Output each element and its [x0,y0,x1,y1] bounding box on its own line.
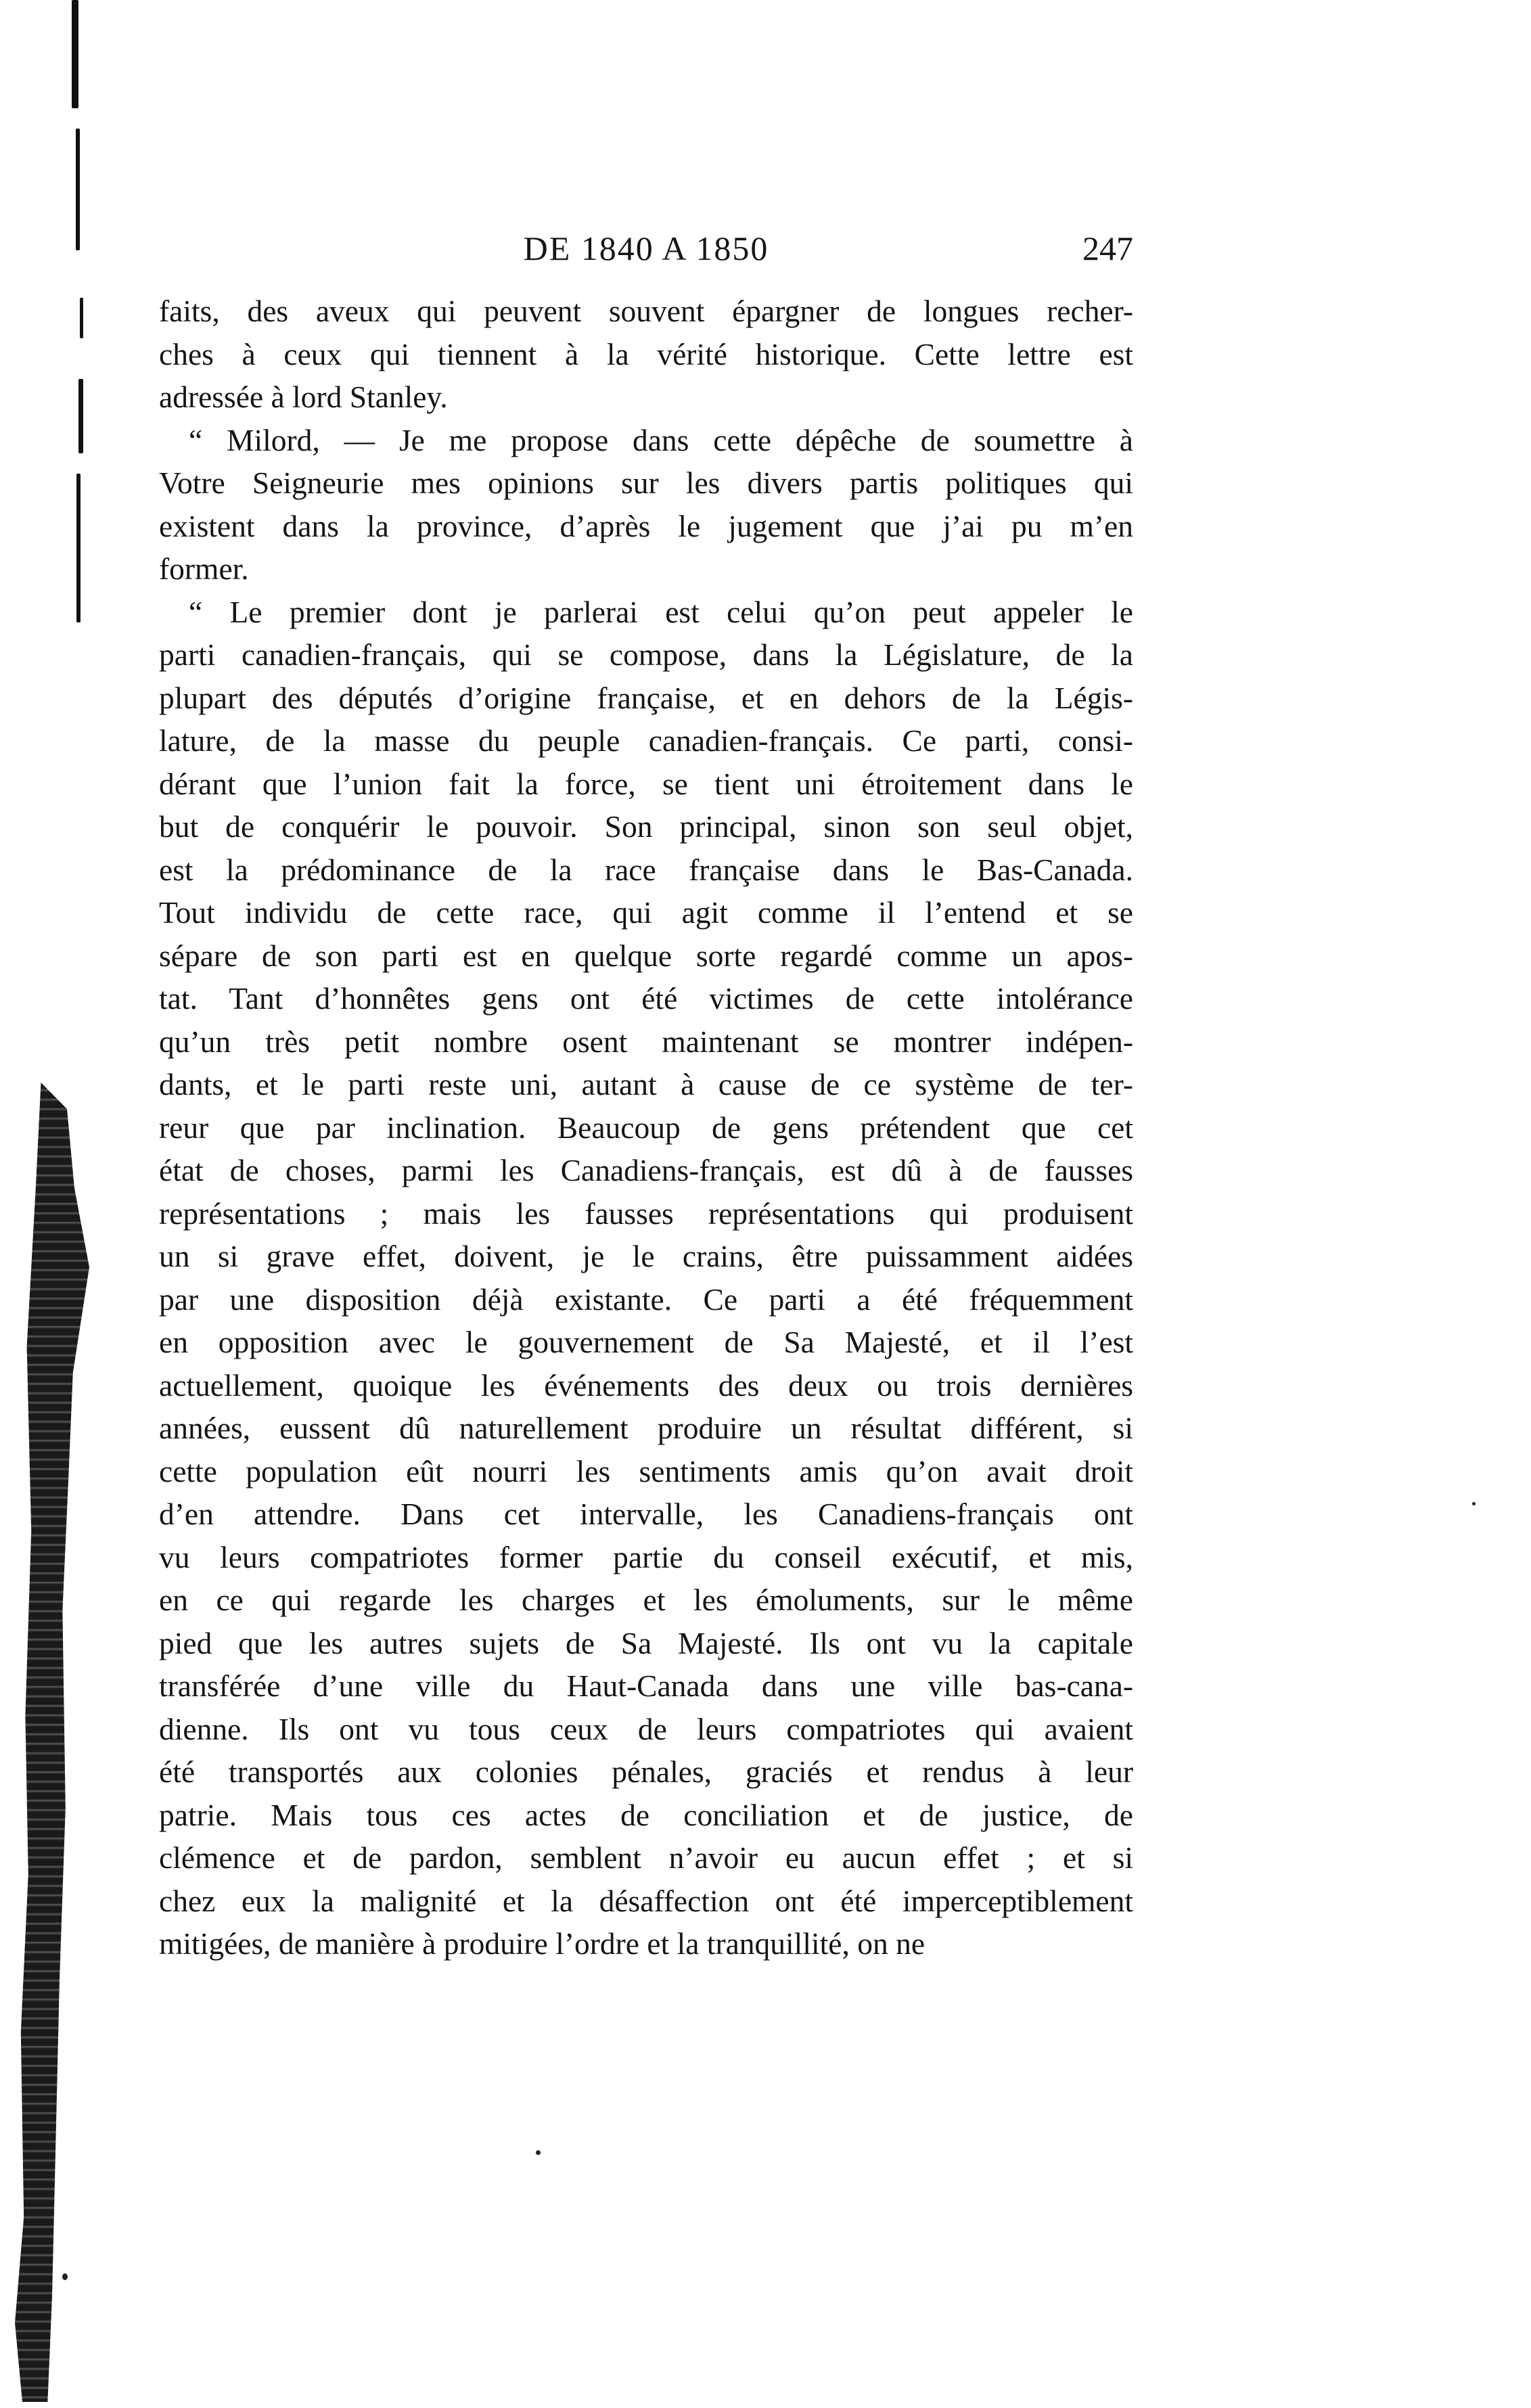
scan-speck [1472,1502,1476,1505]
paragraph [159,591,1133,1966]
text-line: cette population eût nourri les sentiments amis qu’on avait droit [159,1453,1133,1489]
text-line: adressée à lord Stanley. [159,380,448,414]
text-line: parti canadien-français, qui se compose, dans la Législature, de la [159,637,1133,672]
text-line: “ Le premier dont je parlerai est celui qu’on peut appeler le [189,594,1133,629]
text-line: sépare de son parti est en quelque sorte regardé comme un apos- [159,938,1133,973]
text-line: clémence et de pardon, semblent n’avoir eu aucun effet ; et si [159,1840,1133,1875]
text-line: été transportés aux colonies pénales, graciés et rendus à leur [159,1754,1133,1789]
text-line: but de conquérir le pouvoir. Son principal, sinon son seul objet, [159,809,1133,844]
scan-speck [536,2150,541,2155]
binding-edge-mark [78,379,83,453]
text-line: “ Milord, — Je me propose dans cette dépêche de soumettre à [189,422,1133,457]
text-line: tat. Tant d’honnêtes gens ont été victimes de cette intolérance [159,981,1133,1016]
text-line: faits, des aveux qui peuvent souvent épargner de longues recher- [159,294,1133,328]
text-line: qu’un très petit nombre osent maintenant se montrer indépen- [159,1024,1133,1059]
text-line: lature, de la masse du peuple canadien-français. Ce parti, consi- [159,723,1133,758]
paragraph [159,290,1133,419]
text-line: est la prédominance de la race française dans le Bas-Canada. [159,852,1133,887]
text-line: transférée d’une ville du Haut-Canada dans une ville bas-cana- [159,1668,1133,1703]
text-line: années, eussent dû naturellement produire un résultat différent, si [159,1411,1133,1445]
text-line: patrie. Mais tous ces actes de conciliation et de justice, de [159,1797,1133,1832]
text-line: pied que les autres sujets de Sa Majesté. Ils ont vu la capitale [159,1625,1133,1660]
text-line: en ce qui regarde les charges et les émoluments, sur le même [159,1583,1133,1617]
binding-edge-mark [72,0,78,108]
body-text [159,290,1133,1966]
text-line: mitigées, de manière à produire l’ordre et la tranquillité, on ne [159,1926,926,1961]
binding-edge-mark [76,129,80,250]
text-line: par une disposition déjà existante. Ce parti a été fréquemment [159,1281,1133,1317]
text-line: en opposition avec le gouvernement de Sa Majesté, et il l’est [159,1325,1133,1359]
binding-edge-mark [80,298,83,338]
page-number: 247 [1082,229,1133,267]
text-line: former. [159,551,249,586]
text-line: Tout individu de cette race, qui agit comme il l’entend et se [159,895,1133,930]
paragraph [159,419,1133,591]
text-line: Votre Seigneurie mes opinions sur les divers partis politiques qui [159,465,1133,500]
text-line: reur que par inclination. Beaucoup de gens prétendent que cet [159,1110,1133,1145]
text-line: vu leurs compatriotes former partie du conseil exécutif, et mis, [159,1539,1133,1574]
binding-edge-shadow [15,1083,89,2402]
text-line: dérant que l’union fait la force, se tient uni étroitement dans le [159,766,1133,801]
text-line: d’en attendre. Dans cet intervalle, les Canadiens-français ont [159,1497,1133,1531]
text-line: plupart des députés d’origine française, et en dehors de la Légis- [159,680,1133,715]
text-line: état de choses, parmi les Canadiens-français, est dû à de fausses [159,1153,1133,1187]
text-line: chez eux la malignité et la désaffection ont été imperceptiblement [159,1883,1133,1918]
text-line: dienne. Ils ont vu tous ceux de leurs compatriotes qui avaient [159,1711,1133,1746]
text-line: un si grave effet, doivent, je le crains, être puissamment aidées [159,1239,1133,1273]
text-line: actuellement, quoique les événements des deux ou trois dernières [159,1367,1133,1403]
binding-edge-mark [76,474,81,622]
text-line: ches à ceux qui tiennent à la vérité historique. Cette lettre est [159,336,1133,371]
page-header [159,229,1133,269]
text-line: dants, et le parti reste uni, autant à cause de ce système de ter- [159,1067,1133,1101]
text-line: existent dans la province, d’après le jugement que j’ai pu m’en [159,508,1133,543]
running-title: DE 1840 A 1850 [523,229,769,267]
scan-speck [62,2273,68,2280]
text-line: représentations ; mais les fausses représentations qui produisent [159,1196,1133,1231]
